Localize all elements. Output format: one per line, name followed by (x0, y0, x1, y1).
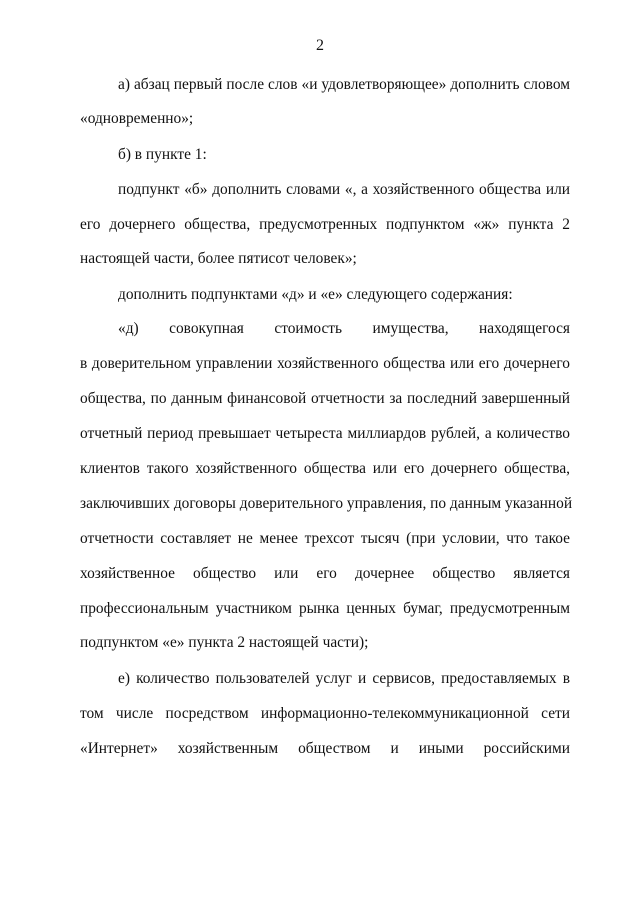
text-line: дополнить подпунктами «д» и «е» следующего содержания: (118, 286, 513, 303)
text-line: профессиональным участником рынка ценных бумаг, предусмотренным (80, 600, 570, 617)
text-line: отчетный период превышает четыреста миллиардов рублей, а количество (80, 425, 570, 442)
text-line: в доверительном управлении хозяйственного общества или его дочернего (80, 355, 570, 372)
text-line: б) в пункте 1: (118, 146, 207, 163)
text-line: общества, по данным финансовой отчетности за последний завершенный (80, 390, 570, 407)
text-line: клиентов такого хозяйственного общества или его дочернего общества, (80, 460, 570, 477)
text-line: подпункт «б» дополнить словами «, а хозяйственного общества или (118, 181, 570, 198)
text-line: хозяйственное общество или его дочернее общество является (80, 565, 570, 582)
text-line: настоящей части, более пятисот человек»; (80, 250, 357, 267)
page-number: 2 (316, 37, 324, 54)
text-line: его дочернего общества, предусмотренных подпунктом «ж» пункта 2 (80, 216, 570, 233)
text-line: «Интернет» хозяйственным обществом и иными российскими (80, 740, 570, 757)
text-line: подпунктом «е» пункта 2 настоящей части); (80, 634, 369, 651)
text-line: заключивших договоры доверительного управления, по данным указанной (80, 495, 573, 512)
text-line: а) абзац первый после слов «и удовлетворяющее» дополнить словом (118, 76, 570, 93)
text-line: «одновременно»; (80, 110, 194, 127)
text-line: «д) совокупная стоимость имущества, находящегося (118, 320, 570, 337)
text-line: отчетности составляет не менее трехсот тысяч (при условии, что такое (80, 530, 570, 547)
text-line: том числе посредством информационно-телекоммуникационной сети (80, 705, 570, 722)
text-line: е) количество пользователей услуг и сервисов, предоставляемых в (118, 670, 570, 687)
